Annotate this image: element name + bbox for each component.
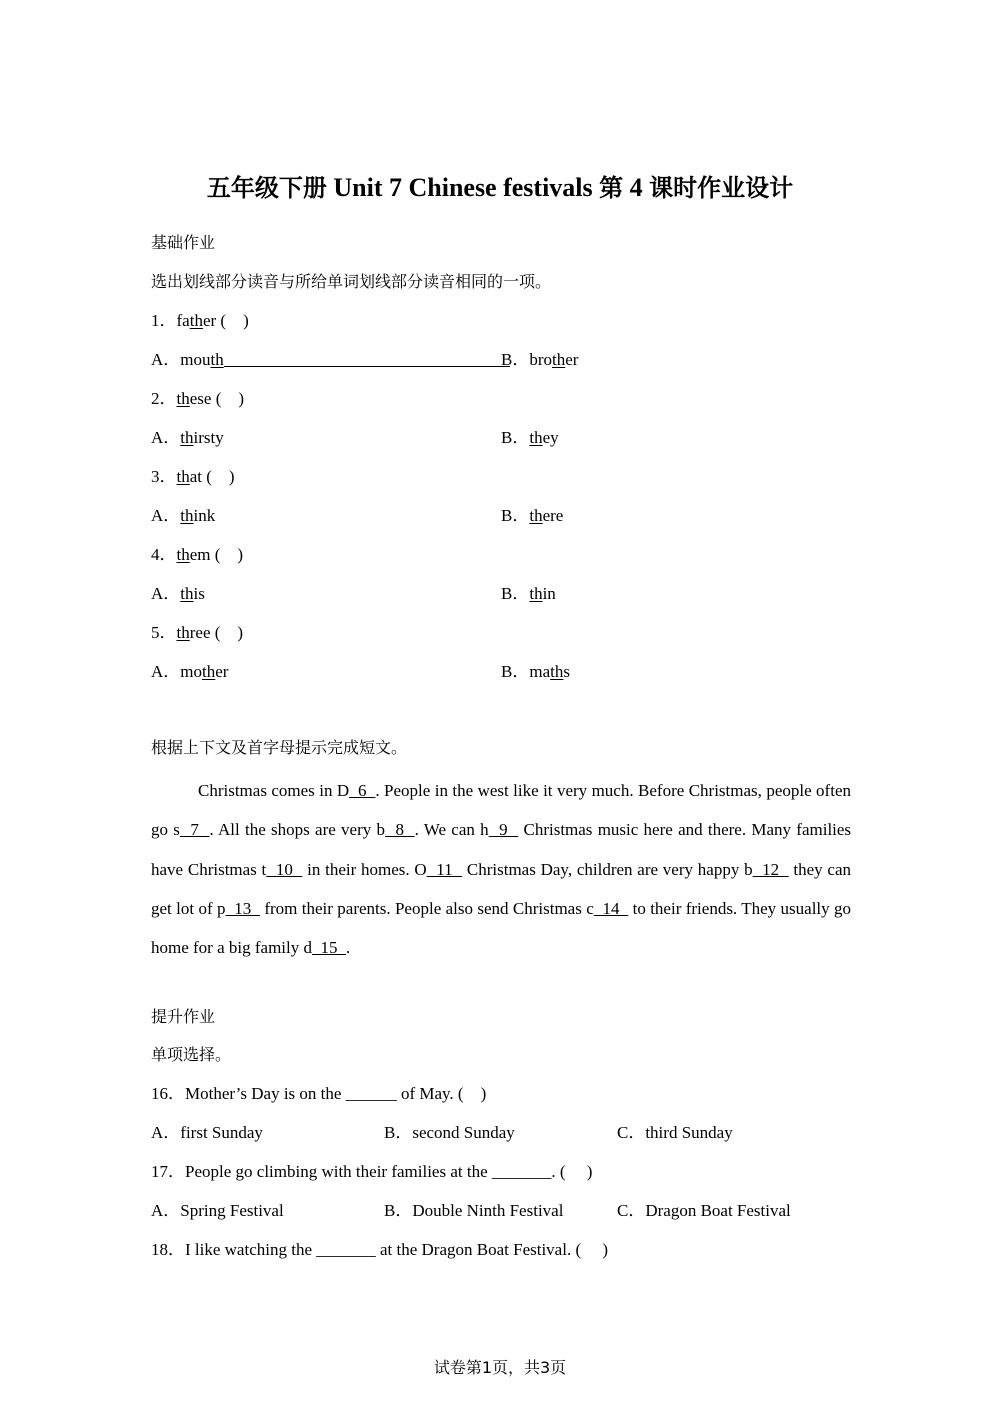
cloze-paragraph [151,771,851,967]
passage-text: to their friends. They usually go home for a big family d [151,898,852,958]
word-part: ey [542,428,559,447]
word-part: er [215,662,229,681]
answer-blank: 15 [312,938,346,958]
passage-text: . All the shops are very b [209,820,386,840]
option-b [501,426,559,450]
answer-blank: 7 [179,820,210,840]
underlined-letters: th [176,389,190,408]
option-label: B． [501,506,530,525]
phonics-question [151,621,243,645]
word-part: er [565,350,579,369]
underlined-letters: th [210,350,224,369]
mc-option: C．Dragon Boat Festival [617,1201,791,1220]
word-part: mo [180,662,203,681]
option-label: B． [501,350,530,369]
page-title [0,168,1000,203]
answer-blank: 8 [385,820,415,840]
option-a [151,660,228,684]
mc-question: 17．People go climbing with their families at the _______. ( ) [151,1162,593,1181]
passage-text: from their parents. People also send Christmas c [259,898,594,918]
title-cn-di: 第 [599,174,624,202]
underlined-letters: th [550,662,564,681]
option-a [151,426,224,450]
word-part: fa [176,311,190,330]
phonics-question [151,465,235,489]
phonics-question [151,309,249,333]
word-part: ink [193,506,216,525]
underlined-letters: th [180,584,194,603]
underlined-letters: th [176,467,190,486]
mc-option: B．Double Ninth Festival [384,1201,564,1220]
answer-blank: 9 [488,820,519,840]
answer-blank: 12 [752,859,789,879]
title-unit: Unit 7 Chinese festivals [326,173,600,202]
question-number: 2． [151,389,177,408]
underlined-letters: th [552,350,566,369]
mc-option: C．third Sunday [617,1123,733,1142]
word-part: ma [529,662,551,681]
word-part: ree ( ) [189,623,244,642]
page-footer: 试卷第1页，共3页 [433,1358,567,1377]
word-part: in [542,584,556,603]
mc-option: A．Spring Festival [151,1201,284,1220]
word-part: bro [529,350,553,369]
passage-text: . We can h [414,820,489,840]
title-cn-grade: 五年级下册 [206,174,327,202]
title-lesson-num: 4 [623,173,650,202]
section-heading-basic: 基础作业 [151,233,216,252]
answer-blank: 10 [266,859,303,879]
option-a [151,504,215,528]
option-b [501,660,570,684]
answer-blank: 14 [593,898,629,918]
passage-text: in their homes. O [302,859,427,879]
underline-rule [224,349,510,367]
passage-text: Christmas music here and there. Many families have Christmas t [151,820,852,879]
option-label: B． [501,662,530,681]
option-b [501,582,556,606]
phonics-instruction: 选出划线部分读音与所给单词划线部分读音相同的一项。 [151,272,552,291]
word-part: s [563,662,570,681]
question-number: 1． [151,311,177,330]
passage-text: . People in the west like it very much. Before Christmas, people often go s [151,781,851,840]
underlined-letters: th [189,311,203,330]
underlined-letters: th [176,623,190,642]
title-cn-homework: 课时作业设计 [649,174,794,202]
option-label: A． [151,350,181,369]
word-part: em ( ) [189,545,244,564]
word-part: at ( ) [189,467,235,486]
question-number: 3． [151,467,177,486]
option-label: A． [151,584,181,603]
option-a [151,348,510,372]
section-heading-advanced: 提升作业 [151,1007,216,1026]
option-label: B． [501,584,530,603]
word-part: er ( ) [202,311,249,330]
word-part: ese ( ) [189,389,245,408]
option-label: A． [151,428,181,447]
word-part: mou [180,350,211,369]
cloze-instruction: 根据上下文及首字母提示完成短文。 [151,738,408,757]
question-number: 4． [151,545,177,564]
underlined-letters: th [202,662,216,681]
answer-blank: 13 [225,898,260,918]
option-b [501,348,578,372]
option-b [501,504,563,528]
mc-option: B．second Sunday [384,1123,515,1142]
passage-text: Christmas Day, children are very happy b [462,859,753,879]
underlined-letters: th [529,584,543,603]
underlined-letters: th [180,506,194,525]
passage-text: . [346,938,351,958]
mc-question: 16．Mother’s Day is on the ______ of May. ( ) [151,1084,487,1103]
answer-blank: 6 [349,781,376,800]
underlined-letters: th [529,428,543,447]
word-part: is [193,584,205,603]
underlined-letters: th [529,506,543,525]
answer-blank: 11 [426,859,463,879]
mc-option: A．first Sunday [151,1123,263,1142]
underlined-letters: th [180,428,194,447]
passage-text: Christmas comes in D [198,781,350,800]
option-a [151,582,205,606]
question-number: 5． [151,623,177,642]
option-label: A． [151,506,181,525]
phonics-question [151,543,243,567]
word-part: irsty [193,428,224,447]
option-label: A． [151,662,181,681]
option-label: B． [501,428,530,447]
passage-text: they can get lot of p [151,859,852,918]
word-part: ere [542,506,564,525]
mc-question: 18．I like watching the _______ at the Dragon Boat Festival. ( ) [151,1240,609,1259]
cloze-passage [151,771,851,967]
phonics-question [151,387,244,411]
underlined-letters: th [176,545,190,564]
mc-instruction: 单项选择。 [151,1045,232,1064]
